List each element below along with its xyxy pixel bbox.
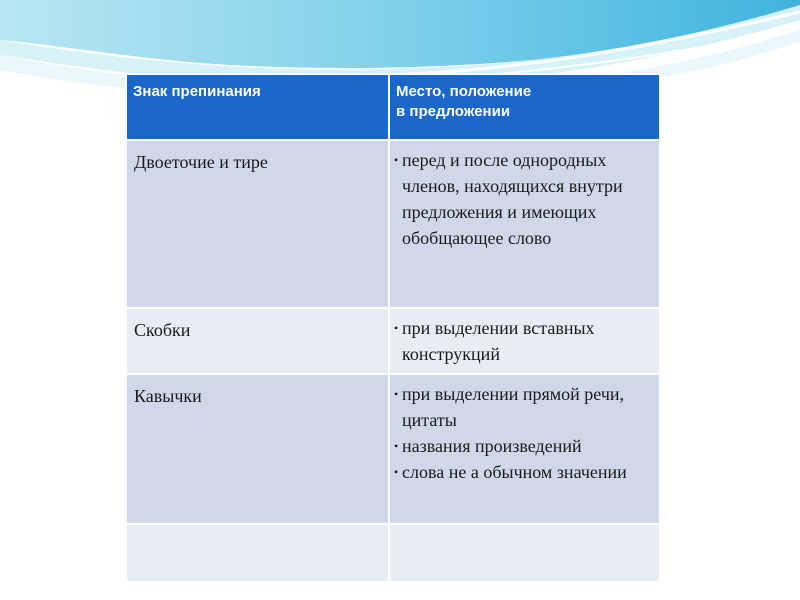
bullet-item (394, 381, 655, 433)
table-header-row (127, 75, 659, 139)
place-text: перед и после однородных членов, находящихся внутри предложения и имеющих обобщающее слово (402, 150, 623, 248)
place-cell (390, 375, 659, 523)
place-cell (390, 309, 659, 373)
bullet-item (394, 433, 655, 459)
header-col1-label: Знак препинания (133, 83, 261, 100)
bullet-item (394, 147, 655, 251)
bullet-icon: • (394, 153, 399, 167)
sign-label: Кавычки (134, 386, 202, 406)
sign-label: Двоеточие и тире (134, 152, 268, 172)
bullet-icon: • (394, 465, 399, 479)
place-text: слова не а обычном значении (402, 462, 627, 482)
place-text: при выделении прямой речи, цитаты (402, 384, 625, 430)
bullet-icon: • (394, 439, 399, 453)
table-row-empty (127, 525, 659, 581)
table-row-brackets (127, 309, 659, 373)
bullet-item (394, 459, 655, 485)
header-col2-line2: в предложении (396, 103, 511, 120)
table-row-colon-dash (127, 141, 659, 307)
place-cell (390, 141, 659, 307)
punctuation-table (125, 73, 661, 583)
place-text: названия произведений (402, 436, 582, 456)
place-text: при выделении вставных конструкций (402, 318, 595, 364)
bullet-item (394, 315, 655, 367)
header-punctuation-mark (127, 75, 388, 139)
bullet-icon: • (394, 321, 399, 335)
empty-cell (127, 525, 388, 581)
sign-label: Скобки (134, 320, 191, 340)
header-position (390, 75, 659, 139)
empty-cell (390, 525, 659, 581)
sign-cell (127, 375, 388, 523)
bullet-icon: • (394, 387, 399, 401)
sign-cell (127, 141, 388, 307)
table-row-quotes (127, 375, 659, 523)
header-col2-line1: Место, положение (396, 83, 532, 100)
sign-cell (127, 309, 388, 373)
